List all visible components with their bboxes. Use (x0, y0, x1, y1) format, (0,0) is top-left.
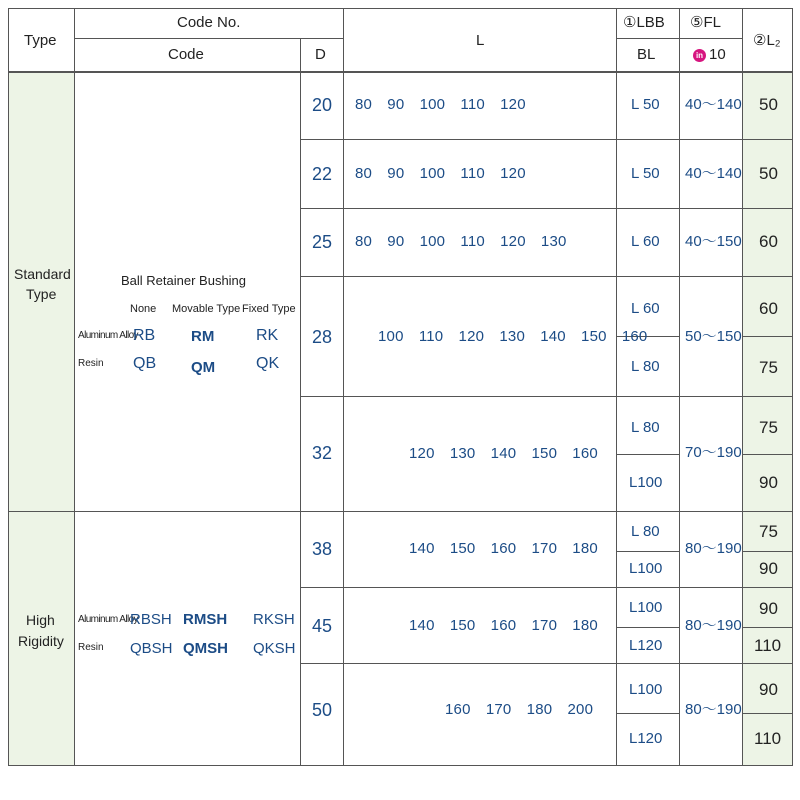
l2-value: 75 (759, 358, 778, 377)
fl-range: 40～150 (685, 233, 742, 250)
std-material-aluminum: Aluminum Alloy (78, 330, 138, 341)
code-rbsh: RBSH (130, 611, 172, 628)
d-value: 32 (312, 443, 333, 463)
l2-value: 90 (759, 599, 778, 618)
d-value: 50 (312, 700, 333, 720)
bl-value: L100 (629, 474, 663, 491)
l2-value: 50 (759, 164, 778, 183)
col-none: None (130, 303, 157, 315)
fl-range: 80～190 (685, 617, 742, 634)
d-value: 25 (312, 232, 333, 252)
header-code: Code (168, 46, 204, 63)
header-fl-increment (693, 47, 726, 62)
header-l: L (476, 32, 485, 49)
code-qbsh: QBSH (130, 640, 173, 657)
fl-range: 50～150 (685, 328, 742, 345)
type-column-shade (9, 72, 74, 766)
hr-material-resin: Resin (78, 642, 104, 653)
l2-value: 60 (759, 299, 778, 318)
type-standard-line1: Standard (14, 266, 71, 282)
l2-value: 90 (759, 680, 778, 699)
l2-value: 50 (759, 95, 778, 114)
header-lbb: ①LBB (623, 14, 665, 31)
code-qmsh: QMSH (183, 640, 228, 657)
hr-material-aluminum: Aluminum Alloy (78, 614, 138, 625)
l2-value: 60 (759, 232, 778, 251)
d-value: 22 (312, 164, 333, 184)
bl-value: L 50 (631, 165, 660, 182)
l2-value: 110 (754, 636, 782, 655)
bl-value: L 80 (631, 358, 660, 375)
l-values: 80 90 100 110 120 130 (355, 233, 567, 250)
l2-value: 110 (754, 729, 782, 748)
bl-value: L 60 (631, 300, 660, 317)
col-movable: Movable Type (172, 303, 241, 315)
l-values: 140 150 160 170 180 (409, 617, 598, 634)
code-qk: QK (256, 355, 280, 372)
increment-icon: in (693, 49, 706, 62)
bl-value: L 80 (631, 419, 660, 436)
l2-value: 90 (759, 559, 778, 578)
bl-value: L 50 (631, 96, 660, 113)
std-material-resin: Resin (78, 358, 104, 369)
header-bl: BL (637, 46, 656, 63)
header-l2: ②L₂ (753, 32, 781, 49)
code-qksh: QKSH (253, 640, 296, 657)
fl-range: 80～190 (685, 701, 742, 718)
header-fl: ⑤FL (690, 14, 721, 31)
fl-range: 80～190 (685, 540, 742, 557)
bl-value: L120 (629, 730, 663, 747)
code-rmsh: RMSH (183, 611, 228, 628)
l-values: 120 130 140 150 160 (409, 445, 598, 462)
bl-value: L 60 (631, 233, 660, 250)
d-value: 28 (312, 327, 333, 347)
code-qm: QM (191, 359, 216, 376)
type-standard-line2: Type (26, 286, 57, 302)
d-value: 38 (312, 539, 333, 559)
type-high-line1: High (26, 612, 55, 628)
bl-value: L 80 (631, 523, 660, 540)
fl-range: 40～140 (685, 165, 742, 182)
code-rksh: RKSH (253, 611, 295, 628)
header-type: Type (24, 32, 57, 49)
bl-value: L100 (629, 560, 663, 577)
l2-value: 75 (759, 418, 778, 437)
d-value: 20 (312, 95, 333, 115)
header-code-no: Code No. (177, 14, 241, 31)
fl-increment-value: 10 (709, 46, 726, 63)
type-high-line2: Rigidity (18, 633, 64, 649)
l2-value: 90 (759, 473, 778, 492)
bl-value: L120 (629, 637, 663, 654)
code-qb: QB (133, 355, 157, 372)
fl-range: 70～190 (685, 444, 742, 461)
bl-value: L100 (629, 599, 663, 616)
code-rk: RK (256, 327, 279, 344)
l-values: 160 170 180 200 (445, 701, 594, 718)
code-rm: RM (191, 328, 215, 345)
bushing-title: Ball Retainer Bushing (121, 273, 247, 288)
col-fixed: Fixed Type (242, 303, 296, 315)
l-values: 100 110 120 130 140 150 160 (378, 328, 648, 345)
l2-value: 75 (759, 522, 778, 541)
l-values: 140 150 160 170 180 (409, 540, 598, 557)
fl-range: 40～140 (685, 96, 742, 113)
code-rb: RB (133, 327, 156, 344)
d-value: 45 (312, 616, 333, 636)
header-d: D (315, 46, 326, 63)
bl-value: L100 (629, 681, 663, 698)
l-values: 80 90 100 110 120 (355, 96, 526, 113)
l-values: 80 90 100 110 120 (355, 165, 526, 182)
